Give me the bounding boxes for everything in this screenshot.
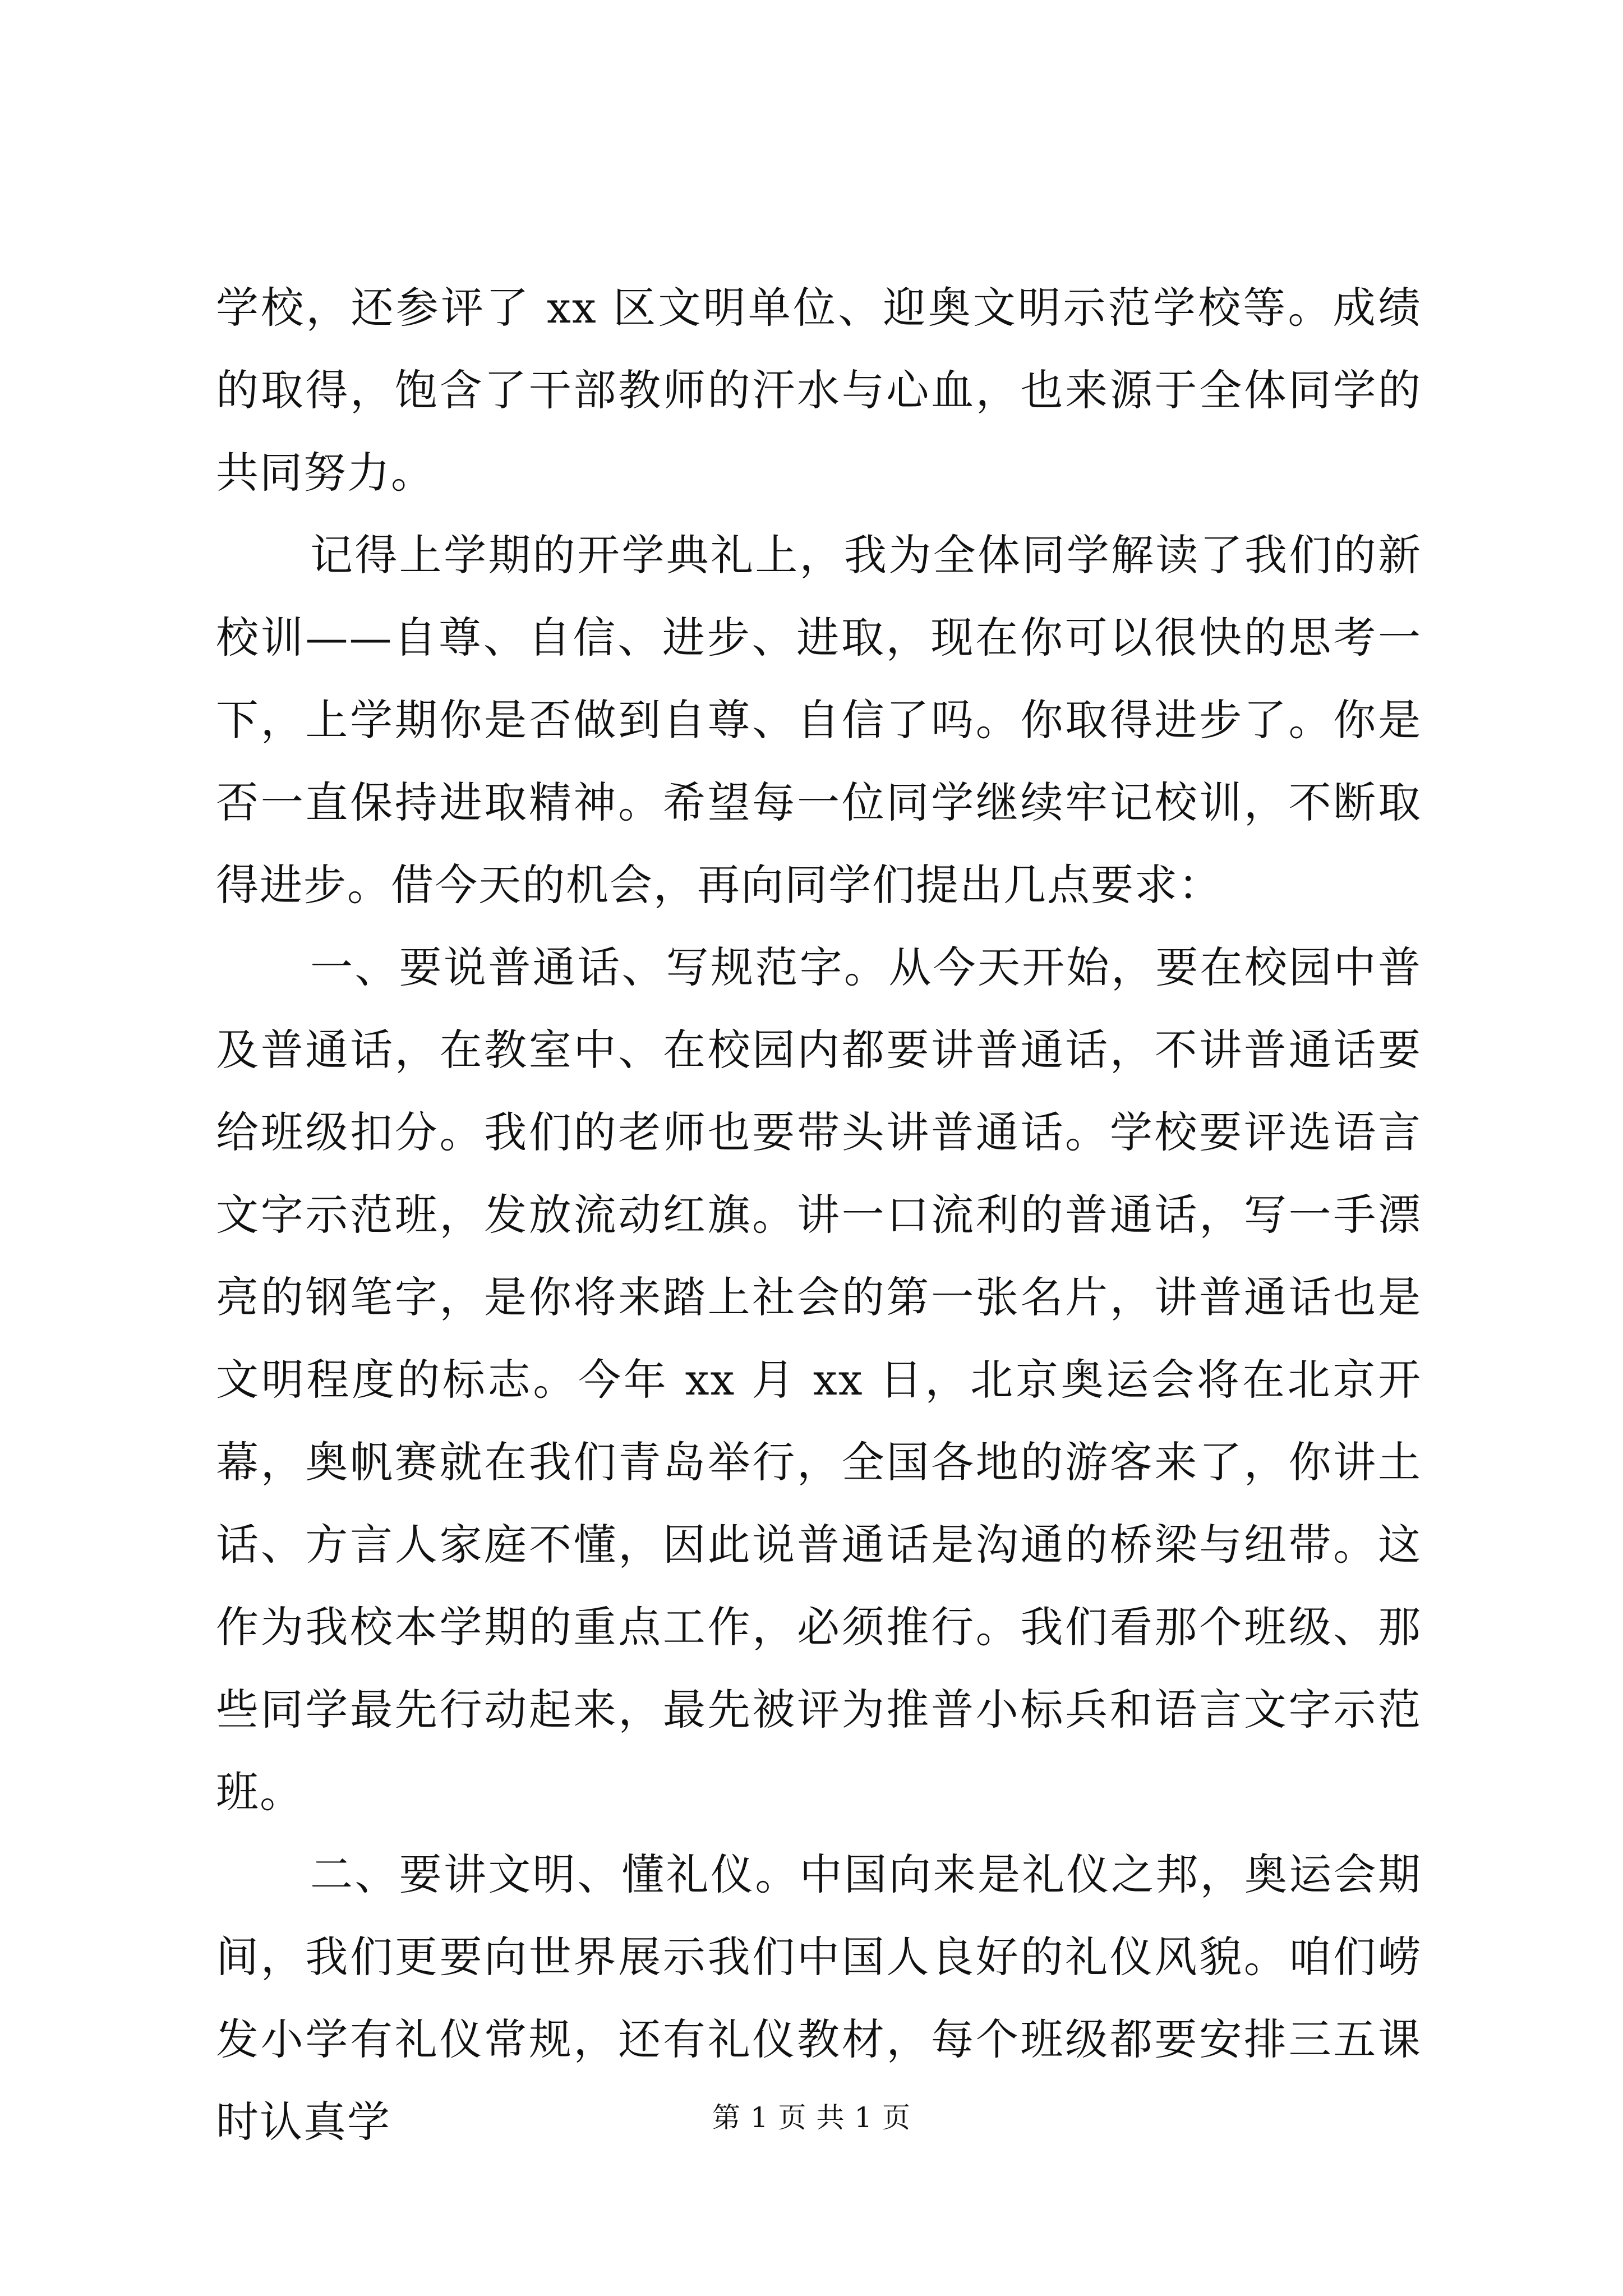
paragraph-3: 一、要说普通话、写规范字。从今天开始，要在校园中普及普通话，在教室中、在校园内都要讲普通话，不讲普通话要给班级扣分。我们的老师也要带头讲普通话。学校要评选语言文字示范班，发放流动红旗。讲一口流利的普通话，写一手漂亮的钢笔字，是你将来踏上社会的第一张名片，讲普通话也是文明程度的标志。今年 xx 月 xx 日，北京奥运会将在北京开幕，奥帆赛就在我们青岛举行，全国各地的游客来了，你讲土话、方言人家庭不懂，因此说普通话是沟通的桥梁与纽带。这作为我校本学期的重点工作，必须推行。我们看那个班级、那些同学最先行动起来，最先被评为推普小标兵和语言文字示范班。 [216,942,1422,1817]
paragraph-2: 记得上学期的开学典礼上，我为全体同学解读了我们的新校训——自尊、自信、进步、进取，现在你可以很快的思考一下，上学期你是否做到自尊、自信了吗。你取得进步了。你是否一直保持进取精神。希望每一位同学继续牢记校训，不断取得进步。借今天的机会，再向同学们提出几点要求： [216,530,1422,910]
paragraph-1: 学校，还参评了 xx 区文明单位、迎奥文明示范学校等。成绩的取得，饱含了干部教师的汗水与心血，也来源于全体同学的共同努力。 [216,283,1422,498]
page-number-footer: 第 1 页 共 1 页 [712,2101,911,2134]
paragraph-4: 二、要讲文明、懂礼仪。中国向来是礼仪之邦，奥运会期间，我们更要向世界展示我们中国人良好的礼仪风貌。咱们崂发小学有礼仪常规，还有礼仪教材，每个班级都要安排三五课时认真学 [216,1849,1422,2147]
document-body [216,266,1422,2163]
